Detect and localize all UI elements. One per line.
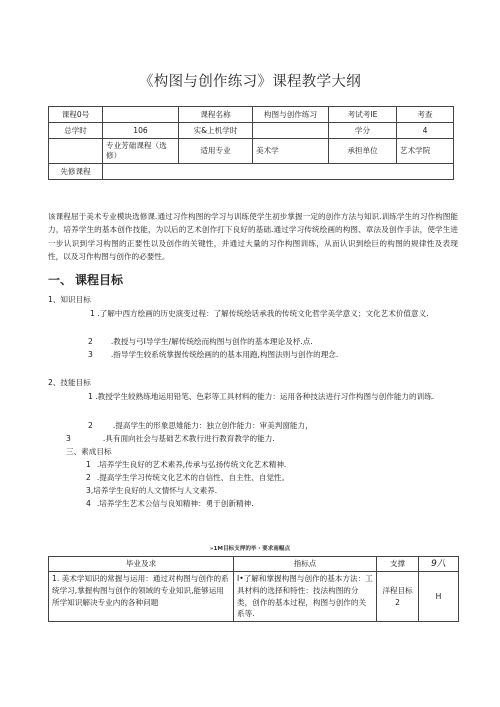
table-cell: 学分 bbox=[329, 123, 397, 139]
column-header: 支撑 bbox=[377, 557, 419, 572]
item-text: .教授学生较熟练地运用铅笔、色彩等工具材料的能力：运用各种技法进行习作构图与创作能力的训练. bbox=[95, 392, 435, 401]
table-cell: 先修课程 bbox=[49, 164, 103, 180]
table-cell: 课程名称 bbox=[179, 107, 253, 123]
item-number: 3 bbox=[86, 486, 91, 495]
item-number: 1 bbox=[86, 460, 91, 469]
list-item bbox=[86, 497, 254, 510]
objectives-support-table bbox=[48, 556, 459, 622]
item-text: .提高学生学习传统文化艺术的自信性、自主性、自觉性。 bbox=[96, 473, 290, 482]
table-row bbox=[49, 139, 454, 164]
list-item bbox=[86, 484, 217, 497]
table-cell: 总学时 bbox=[49, 123, 103, 139]
table-cell: 洋程目标2 bbox=[377, 572, 419, 622]
table-cell bbox=[103, 164, 454, 180]
subheading-quality: 三、素成目标 bbox=[66, 447, 112, 456]
item-number: 3 bbox=[66, 434, 71, 443]
table-cell: 艺术学院 bbox=[397, 139, 454, 164]
table-cell: H bbox=[419, 572, 459, 622]
table-row bbox=[49, 164, 454, 180]
subheading-knowledge: 1、知识目标 bbox=[48, 295, 91, 304]
item-text: .具有面向社会与基础艺术教行进行教育教学的能力. bbox=[102, 434, 275, 443]
course-info-table bbox=[48, 106, 454, 180]
item-text: .指导学生较系统掌握传统绘画的的基本用跑,构图法则与创作的理念. bbox=[110, 350, 339, 359]
item-text: .培养学生良好的艺术素养,传承与弘扬传统文化艺术精神. bbox=[96, 460, 287, 469]
item-text: ,培养学生良好的人文情怀与人文素养. bbox=[90, 486, 218, 495]
table-cell bbox=[253, 123, 329, 139]
table-cell: 适用专业 bbox=[179, 139, 253, 164]
table-row bbox=[49, 107, 454, 123]
list-item bbox=[48, 307, 456, 320]
list-item bbox=[48, 390, 456, 403]
table-cell: 构图与创作练习 bbox=[253, 107, 329, 123]
document-title: 《构图与创作练习》课程教学大纲 bbox=[139, 74, 361, 90]
column-header: 9八 bbox=[419, 557, 459, 572]
list-item bbox=[88, 348, 338, 361]
item-text: .教授与弓I导学生/解传统绘而构图与创作的基本理论及杼.点. bbox=[110, 337, 313, 346]
item-number: 2 bbox=[88, 421, 93, 430]
section-heading bbox=[48, 271, 123, 288]
table-caption: »1M目标支押的毕・要求南幅点 bbox=[209, 546, 291, 552]
column-header: 毕业及求 bbox=[49, 557, 234, 572]
section-title: 课程目标 bbox=[75, 273, 124, 287]
table-cell: 实&上机学时 bbox=[179, 123, 253, 139]
item-number: 4 bbox=[86, 499, 91, 508]
section-number: 一、 bbox=[48, 273, 73, 287]
list-item bbox=[66, 432, 275, 445]
item-number: 3 bbox=[88, 350, 93, 359]
subheading-skill: 2、技能目标 bbox=[48, 378, 91, 387]
table-cell: 4 bbox=[397, 123, 454, 139]
table-cell: 美术学 bbox=[253, 139, 329, 164]
item-text: .培养学生艺术公信与良知精神：勇于创新精神. bbox=[96, 499, 254, 508]
list-item bbox=[86, 458, 286, 471]
table-cell: I•了解和掌握构图与创作的基本方法：工具材料的选择和特性：技法构图的分类，创作的基本过程，构图与创作的关系等. bbox=[234, 572, 377, 622]
list-item bbox=[86, 471, 289, 484]
table-cell: 1. 美术学知识的常握与运用：通过对构图与创作的系统学习,掌握构图与创作的领域的专业知识,能够运用所学知识解决专业内的各种问题 bbox=[49, 572, 234, 622]
item-number: 2 bbox=[86, 473, 91, 482]
table-cell: 专业芳础课程（选修） bbox=[103, 139, 179, 164]
course-intro-paragraph: 该课程屈于美术专业模块选修课.通过习作构图的学习与训练使学生初步掌握一定的创作方法与知识.训练学生的习作构图能力，培养学生的基本创作技能，为以后的艺术创作打下良好的基础.通过学习传统绘画的构图、章法及创作手法，使学生进一步认识到学习构图的正要性以及创作的关键性，并通过大量的习作构图训练，从而认识到绘巨的构图的规律性及表现性，以及习作构图与创作的必要性。 bbox=[48, 212, 458, 261]
list-item bbox=[88, 335, 313, 348]
table-row bbox=[49, 123, 454, 139]
table-cell: 考试考IE bbox=[329, 107, 397, 123]
table-row bbox=[49, 572, 459, 622]
table-cell bbox=[103, 107, 179, 123]
table-cell: 课程0号 bbox=[49, 107, 103, 123]
table-cell: 承担单位 bbox=[329, 139, 397, 164]
list-item bbox=[88, 419, 313, 432]
table-cell bbox=[49, 139, 103, 164]
item-text: .提高学生的形象思雉能力：独立创作能力：审美判窗能力， bbox=[112, 421, 313, 430]
item-number: 1 bbox=[90, 309, 95, 318]
table-cell: 考查 bbox=[397, 107, 454, 123]
table-cell: 106 bbox=[103, 123, 179, 139]
item-text: .了解中西方绘画的历史演变过程：了解传统绘话承我的传统文化哲学美学意义；文化艺术价值意义. bbox=[97, 309, 429, 318]
item-number: 1 bbox=[88, 392, 93, 401]
item-number: 2 bbox=[88, 337, 93, 346]
table-header-row bbox=[49, 557, 459, 572]
column-header: 指标点 bbox=[234, 557, 377, 572]
